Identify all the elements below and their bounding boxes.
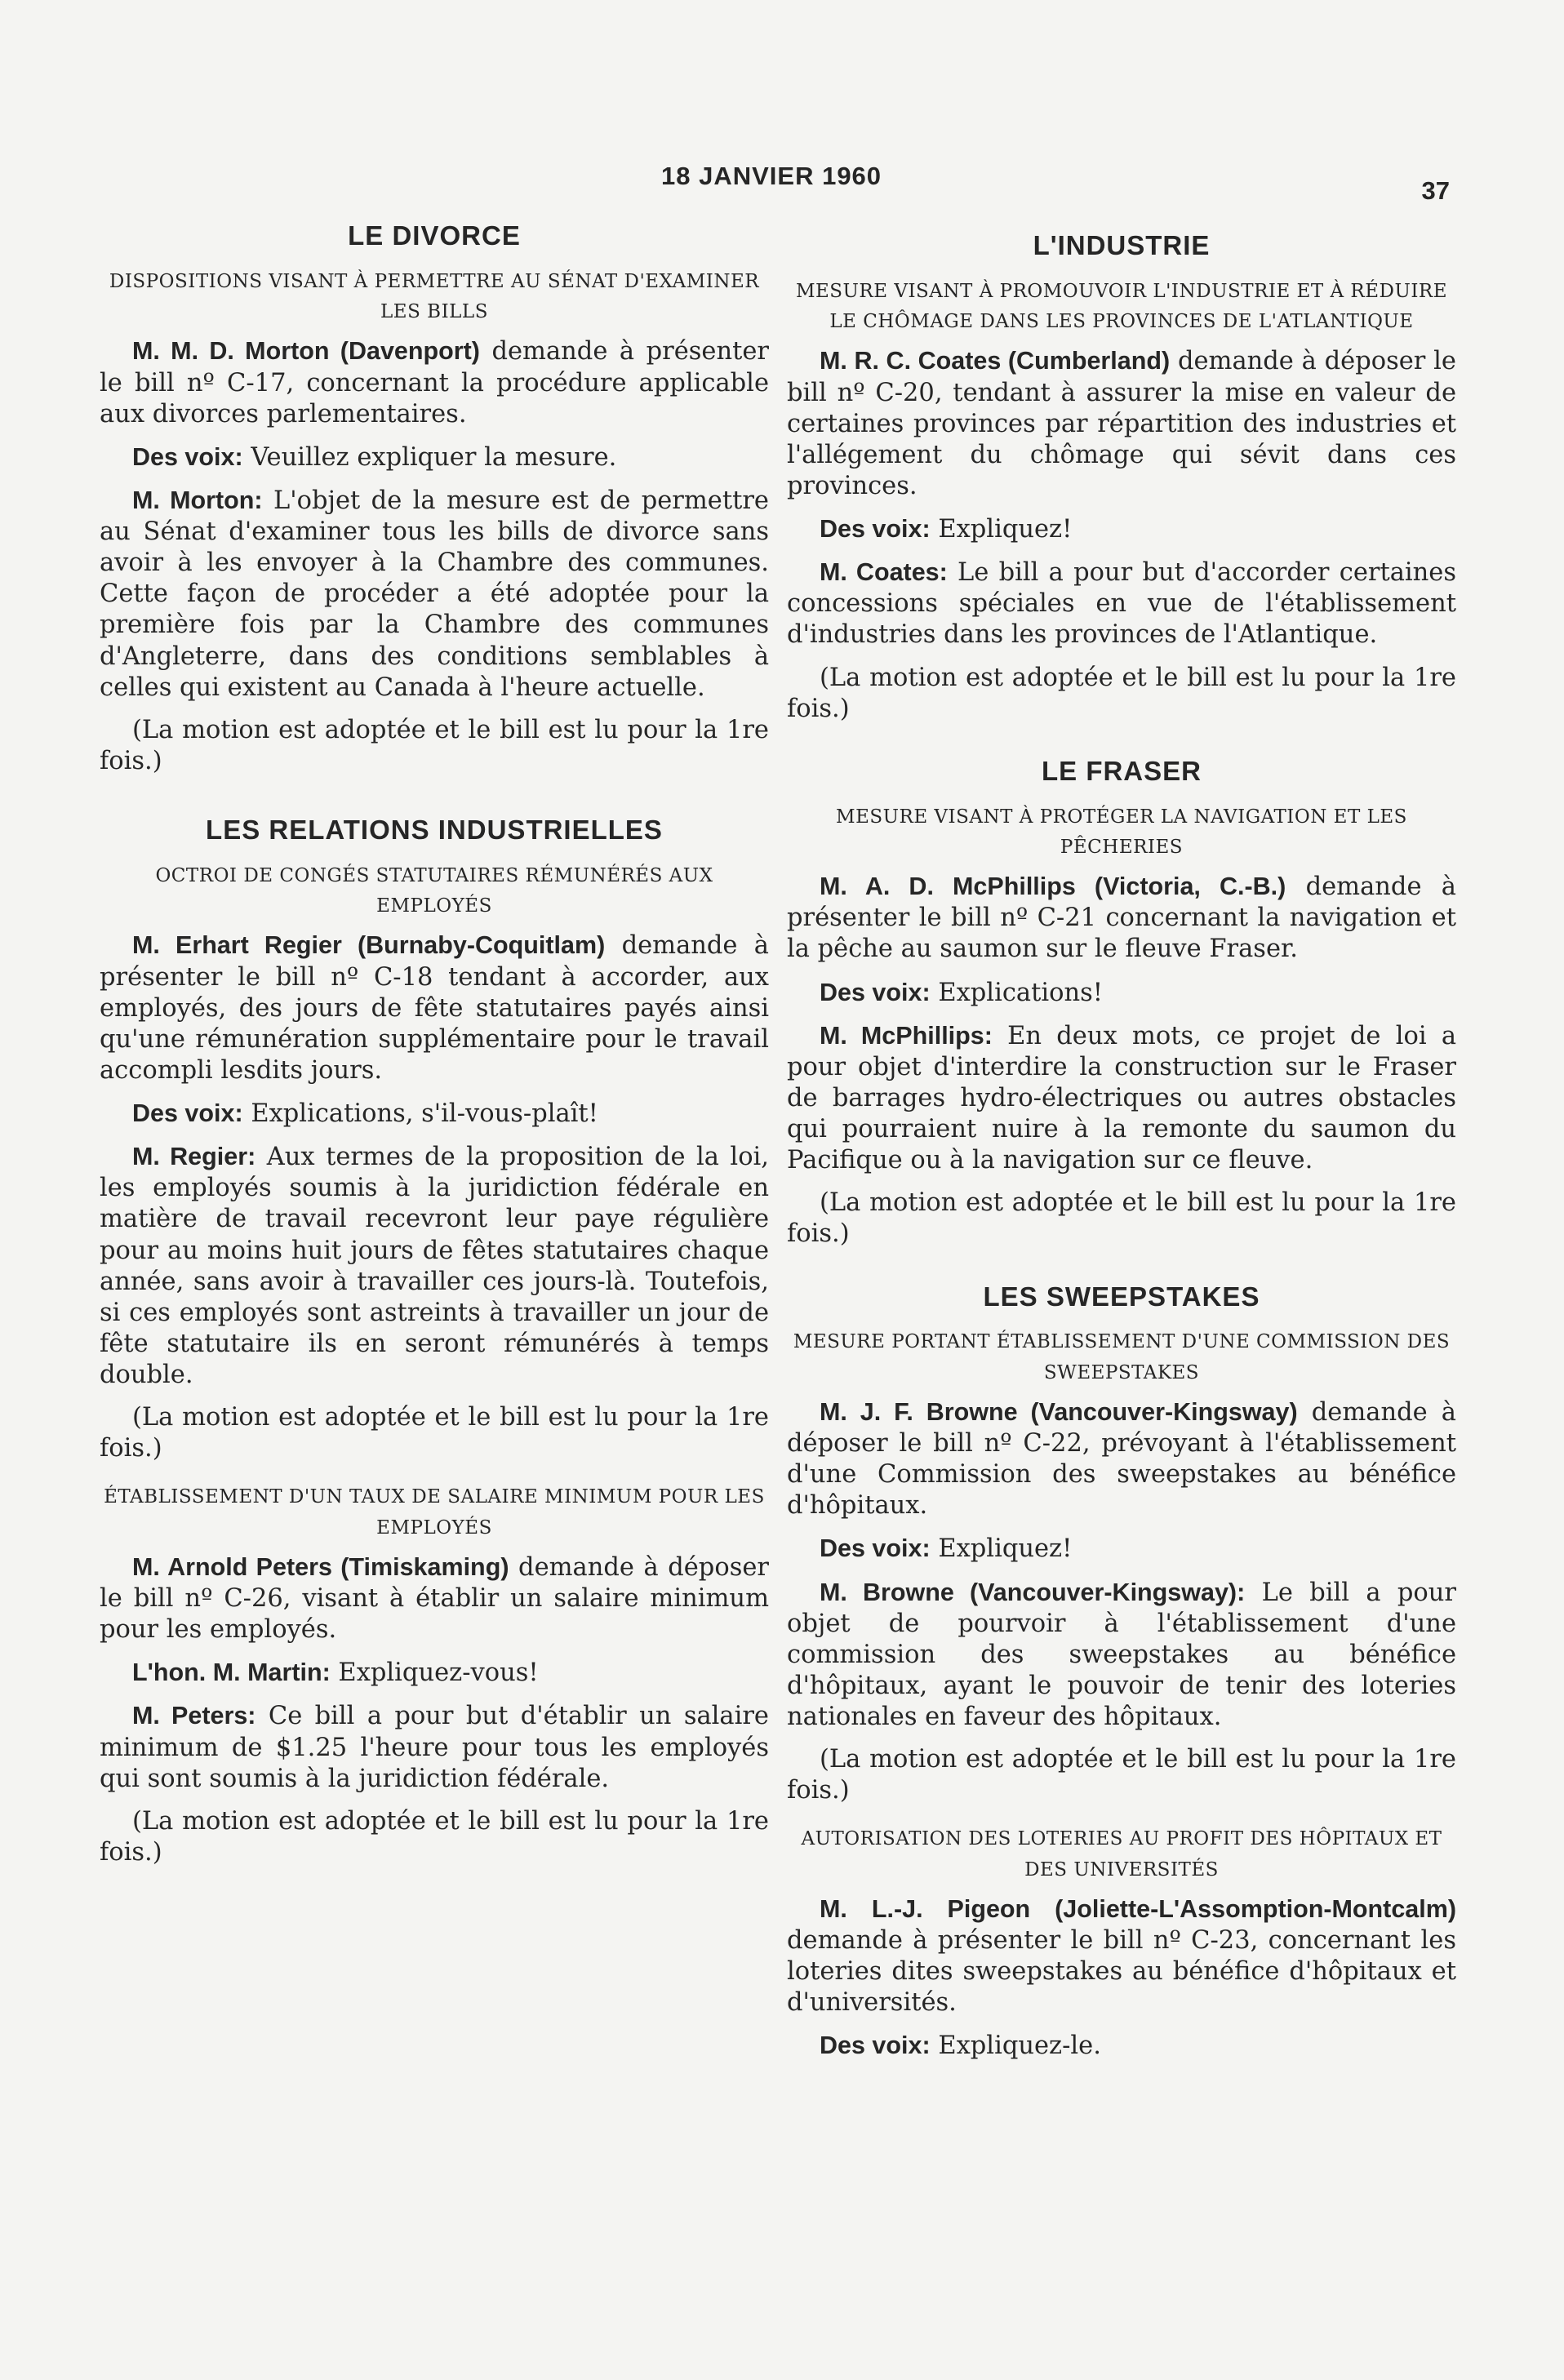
section-subtitle: MESURE PORTANT ÉTABLISSEMENT D'UNE COMMISSION DES SWEEPSTAKES (793, 1331, 1451, 1383)
paragraph-text: Veuillez expliquer la mesure. (242, 442, 617, 472)
speaker: M. Erhart Regier (Burnaby-Coquitlam) (132, 931, 606, 960)
paragraph (100, 335, 769, 429)
paragraph (787, 1894, 1456, 2019)
motion-note: (La motion est adoptée et le bill est lu pour la 1re fois.) (100, 1403, 769, 1463)
speaker: M. McPhillips: (820, 1021, 993, 1050)
paragraph-text: Explications! (930, 978, 1104, 1007)
motion-note: (La motion est adoptée et le bill est lu pour la 1re fois.) (100, 1806, 769, 1867)
section-subtitle: MESURE VISANT À PROMOUVOIR L'INDUSTRIE ET À RÉDUIRE LE CHÔMAGE DANS LES PROVINCES DE L'ATLANTIQUE (795, 280, 1448, 333)
paragraph (787, 1533, 1456, 1565)
section-title-divorce: LE DIVORCE (348, 220, 521, 251)
paragraph-text: Expliquez-le. (930, 2031, 1101, 2061)
paragraph (100, 1657, 769, 1689)
section-subtitle: AUTORISATION DES LOTERIES AU PROFIT DES HÔPITAUX ET DES UNIVERSITÉS (801, 1828, 1442, 1880)
page-date: 18 JANVIER 1960 (661, 162, 882, 190)
paragraph (787, 513, 1456, 545)
paragraph (100, 442, 769, 473)
section-subtitle: OCTROI DE CONGÉS STATUTAIRES RÉMUNÉRÉS AUX EMPLOYÉS (155, 864, 713, 917)
speaker: Des voix: (132, 1099, 243, 1128)
paragraph (787, 1396, 1456, 1522)
page-header (0, 162, 1564, 205)
paragraph (100, 1700, 769, 1794)
paragraph (100, 1098, 769, 1130)
paragraph-text: demande à présenter le bill nº C-17, concernant la procédure applicable aux divorces parlementaires. (100, 337, 769, 428)
speaker: M. J. F. Browne (Vancouver-Kingsway) (820, 1397, 1298, 1426)
left-column (100, 219, 769, 1880)
paragraph (787, 2030, 1456, 2062)
paragraph-text: demande à présenter le bill nº C-21 concernant la navigation et la pêche au saumon sur le fleuve Fraser. (787, 873, 1456, 964)
section-title-industrie: L'INDUSTRIE (1033, 230, 1211, 260)
paragraph (787, 345, 1456, 502)
motion-note: (La motion est adoptée et le bill est lu pour la 1re fois.) (787, 663, 1456, 723)
section-subtitle: MESURE VISANT À PROTÉGER LA NAVIGATION ET LES PÊCHERIES (836, 806, 1407, 858)
speaker: Des voix: (132, 442, 243, 471)
speaker: M. Arnold Peters (Timiskaming) (132, 1552, 509, 1581)
speaker: M. L.-J. Pigeon (Joliette-L'Assomption-Montcalm) (820, 1894, 1456, 1923)
paragraph (787, 1577, 1456, 1734)
paragraph (787, 871, 1456, 965)
speaker: M. Coates: (820, 558, 948, 587)
paragraph (100, 930, 769, 1086)
paragraph-text: Ce bill a pour but d'établir un salaire minimum de $1.25 l'heure pour tous les employés qui sont soumis à la juridiction fédérale. (100, 1702, 769, 1793)
paragraph (100, 1552, 769, 1645)
paragraph-text: demande à déposer le bill nº C-20, tendant à assurer la mise en valeur de certaines provinces par répartition des industries et l'allégement du chômage qui sévit dans ces provinces. (787, 347, 1456, 500)
motion-note: (La motion est adoptée et le bill est lu pour la 1re fois.) (787, 1188, 1456, 1249)
paragraph-text: Le bill a pour objet de pourvoir à l'établissement d'une commission des sweepstakes au bénéfice d'hôpitaux, ayant le pouvoir de tenir des loteries nationales en faveur des hôpitaux. (787, 1578, 1456, 1732)
paragraph-text: Expliquez! (930, 515, 1073, 544)
section-subtitle: ÉTABLISSEMENT D'UN TAUX DE SALAIRE MINIMUM POUR LES EMPLOYÉS (104, 1486, 765, 1539)
paragraph-text: demande à déposer le bill nº C-26, visant à établir un salaire minimum pour les employés. (100, 1552, 769, 1645)
speaker: M. Peters: (132, 1702, 256, 1730)
motion-note: (La motion est adoptée et le bill est lu pour la 1re fois.) (787, 1745, 1456, 1805)
speaker: M. R. C. Coates (Cumberland) (820, 347, 1171, 375)
section-title-relations-industrielles: LES RELATIONS INDUSTRIELLES (206, 815, 663, 846)
speaker: M. M. D. Morton (Davenport) (132, 337, 480, 366)
section-title-fraser: LE FRASER (1041, 755, 1202, 786)
paragraph-text: demande à présenter le bill nº C-23, concernant les loteries dites sweepstakes au bénéfice d'hôpitaux et d'universités. (787, 1926, 1456, 2018)
speaker: M. Regier: (132, 1143, 256, 1171)
paragraph-text: En deux mots, ce projet de loi a pour objet d'interdire la construction sur le Fraser de barrages hydro-électriques ou autres obstacles qui pourraient nuire à la remonte du saumon du Pacifique ou à la navigation sur ce fleuve. (787, 1021, 1457, 1175)
speaker: L'hon. M. Martin: (132, 1658, 331, 1687)
page-number: 37 (1421, 176, 1450, 205)
paragraph-text: Explications, s'il-vous-plaît! (242, 1099, 598, 1129)
paragraph-text: demande à déposer le bill nº C-22, prévoyant à l'établissement d'une Commission des sweepstakes au bénéfice d'hôpitaux. (787, 1397, 1456, 1521)
paragraph-text: demande à présenter le bill nº C-18 tendant à accorder, aux employés, des jours de fête statutaires payés ainsi qu'une rémunération supplémentaire pour le travail accompli lesdits jours. (100, 931, 769, 1085)
speaker: M. Browne (Vancouver-Kingsway): (820, 1578, 1246, 1606)
paragraph (100, 485, 769, 704)
speaker: Des voix: (820, 515, 931, 544)
motion-note: (La motion est adoptée et le bill est lu pour la 1re fois.) (100, 715, 769, 775)
paragraph-text: Expliquez-vous! (330, 1658, 539, 1688)
speaker: Des voix: (820, 978, 931, 1006)
paragraph (787, 557, 1456, 651)
paragraph-text: L'objet de la mesure est de permettre au Sénat d'examiner tous les bills de divorce sans avoir à les envoyer à la Chambre des communes. Cette façon de procéder a été adoptée pour la première fois par la Chambre des communes d'Angleterre, dans des conditions semblables à celles qui existent au Canada à l'heure actuelle. (100, 486, 769, 702)
paragraph (787, 1020, 1456, 1177)
section-subtitle: DISPOSITIONS VISANT À PERMETTRE AU SÉNAT D'EXAMINER LES BILLS (109, 270, 760, 323)
paragraph-text: Le bill a pour but d'accorder certaines concessions spéciales en vue de l'établissement d'industries dans les provinces de l'Atlantique. (787, 558, 1456, 650)
paragraph (787, 977, 1456, 1009)
section-title-sweepstakes: LES SWEEPSTAKES (983, 1281, 1260, 1312)
paragraph-text: Aux termes de la proposition de la loi, les employés soumis à la juridiction fédérale en matière de travail recevront leur paye régulière pour au moins huit jours de fêtes statutaires chaque année, sans avoir à travailler ces jours-là. Toutefois, si ces employés sont astreints à travailler un jour de fête statutaire ils en seront rémunérés à temps double. (100, 1143, 770, 1390)
paragraph (100, 1141, 769, 1391)
speaker: M. A. D. McPhillips (Victoria, C.-B.) (820, 873, 1286, 901)
speaker: Des voix: (820, 1534, 931, 1563)
speaker: Des voix: (820, 2031, 931, 2060)
paragraph-text: Expliquez! (930, 1534, 1073, 1564)
speaker: M. Morton: (132, 486, 263, 514)
right-column (787, 219, 1456, 2074)
